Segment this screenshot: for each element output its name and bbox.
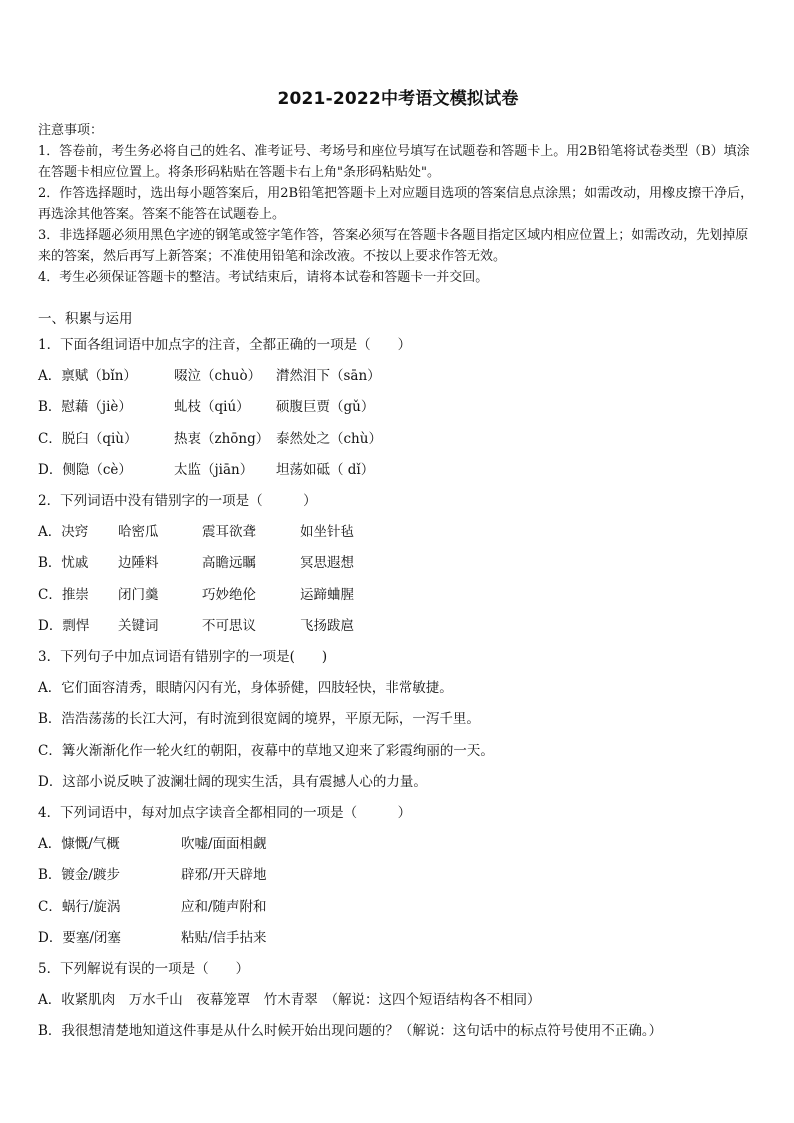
notice-item-4: 4．考生必须保证答题卡的整洁。考试结束后，请将本试卷和答题卡一并交回。 <box>38 270 489 285</box>
question-3-stem: 3．下列句子中加点词语有错别字的一项是( ) <box>38 649 328 666</box>
question-4-option-d <box>38 923 758 954</box>
option-text: C．脱臼（qiù） <box>38 430 138 447</box>
option-text: 辟邪/开天辟地 <box>181 867 267 884</box>
option-text: 泰然处之（chù） <box>276 430 382 447</box>
question-4-option-b <box>38 860 758 891</box>
option-text: 坦荡如砥（ dǐ） <box>276 461 375 478</box>
option-text: 哈密瓜 <box>118 524 159 541</box>
question-1-option-a <box>38 361 758 392</box>
option-text: 闭门羹 <box>118 586 159 603</box>
notice-item-2: 2．作答选择题时，选出每小题答案后，用2B铅笔把答题卡上对应题目选项的答案信息点涂黑；如需改动，用橡皮擦干净后，再选涂其他答案。答案不能答在试题卷上。 <box>38 186 754 222</box>
notice-item-1: 1．答卷前，考生务必将自己的姓名、准考证号、考场号和座位号填写在试题卷和答题卡上。用2B铅笔将试卷类型（B）填涂在答题卡相应位置上。将条形码粘贴在答题卡右上角"条形码粘贴处"。 <box>38 144 750 180</box>
question-2-option-d <box>38 611 758 642</box>
option-text: C．推崇 <box>38 586 89 603</box>
option-text: 边陲料 <box>118 555 159 572</box>
notice-item-3: 3．非选择题必须用黑色字迹的钢笔或签字笔作答，答案必须写在答题卡各题目指定区域内相应位置上；如需改动，先划掉原来的答案，然后再写上新答案；不准使用铅笔和涂改液。不按以上要求作答无效。 <box>38 228 749 264</box>
option-text: A．禀赋（bǐn） <box>38 368 137 385</box>
question-2-option-b <box>38 548 758 579</box>
option-text: 硕腹巨贾（gǔ） <box>276 399 375 416</box>
option-text: 应和/随声附和 <box>181 898 267 915</box>
question-2-option-c <box>38 580 758 611</box>
option-text: B．忧戚 <box>38 555 89 572</box>
question-4-stem: 4．下列词语中，每对加点字读音全都相同的一项是（ ） <box>38 805 412 822</box>
option-text: 如坐针毡 <box>300 524 354 541</box>
option-text: 粘贴/信手拈来 <box>181 929 267 946</box>
question-4-option-c <box>38 892 758 923</box>
option-text: 潸然泪下（sān） <box>276 368 381 385</box>
question-1-option-c <box>38 424 758 455</box>
option-text: 巧妙绝伦 <box>202 586 256 603</box>
exam-title: 2021-2022中考语文模拟试卷 <box>277 89 519 109</box>
question-2-stem: 2．下列词语中没有错别字的一项是（ ） <box>38 493 317 510</box>
option-text: C．蜗行/旋涡 <box>38 898 121 915</box>
question-5-option-a: A．收紧肌肉 万水千山 夜幕笼罩 竹木青翠 （解说：这四个短语结构各不相同） <box>38 992 541 1009</box>
question-3-option-b: B．浩浩荡荡的长江大河，有时流到很宽阔的境界，平原无际，一泻千里。 <box>38 711 480 728</box>
option-text: 高瞻远瞩 <box>202 555 256 572</box>
notice-block <box>38 120 758 288</box>
option-text: 吹嘘/面面相觑 <box>181 836 267 853</box>
notice-heading: 注意事项： <box>38 123 104 138</box>
option-text: B．慰藉（jiè） <box>38 399 132 416</box>
option-text: A．决窍 <box>38 524 89 541</box>
option-text: D．剽悍 <box>38 617 90 634</box>
option-text: 不可思议 <box>202 617 256 634</box>
question-4-option-a <box>38 829 758 860</box>
question-2-option-a <box>38 517 758 548</box>
option-text: 运蹄蛐腥 <box>300 586 354 603</box>
option-text: 关键词 <box>118 617 159 634</box>
question-3-option-c: C．篝火渐渐化作一轮火红的朝阳，夜幕中的草地又迎来了彩霞绚丽的一天。 <box>38 742 494 759</box>
option-text: 冥思遐想 <box>300 555 354 572</box>
option-text: D．要塞/闭塞 <box>38 929 121 946</box>
option-text: 啜泣（chuò） <box>174 368 262 385</box>
option-text: 太监（jiān） <box>174 461 254 478</box>
option-text: D．侧隐（cè） <box>38 461 132 478</box>
option-text: 虬枝（qiú） <box>174 399 250 416</box>
question-5-option-b: B．我很想清楚地知道这件事是从什么时候开始出现问题的？（解说：这句话中的标点符号使用不正确。） <box>38 1023 663 1040</box>
question-3-option-a: A．它们面容清秀，眼睛闪闪有光，身体骄健，四肢轻快，非常敏捷。 <box>38 680 453 697</box>
option-text: A．慷慨/气概 <box>38 836 120 853</box>
option-text: 飞扬跋扈 <box>300 617 354 634</box>
question-5-stem: 5．下列解说有误的一项是（ ） <box>38 961 250 978</box>
option-text: 热衷（zhōng） <box>174 430 270 447</box>
question-1-stem: 1．下面各组词语中加点字的注音，全都正确的一项是（ ） <box>38 337 412 353</box>
question-1-option-d <box>38 455 758 486</box>
option-text: 震耳欲聋 <box>202 524 256 541</box>
question-1-option-b <box>38 392 758 423</box>
section-heading: 一、积累与运用 <box>38 311 133 327</box>
option-text: B．镀金/踱步 <box>38 867 120 884</box>
question-3-option-d: D．这部小说反映了波澜壮阔的现实生活，具有震撼人心的力量。 <box>38 773 427 790</box>
